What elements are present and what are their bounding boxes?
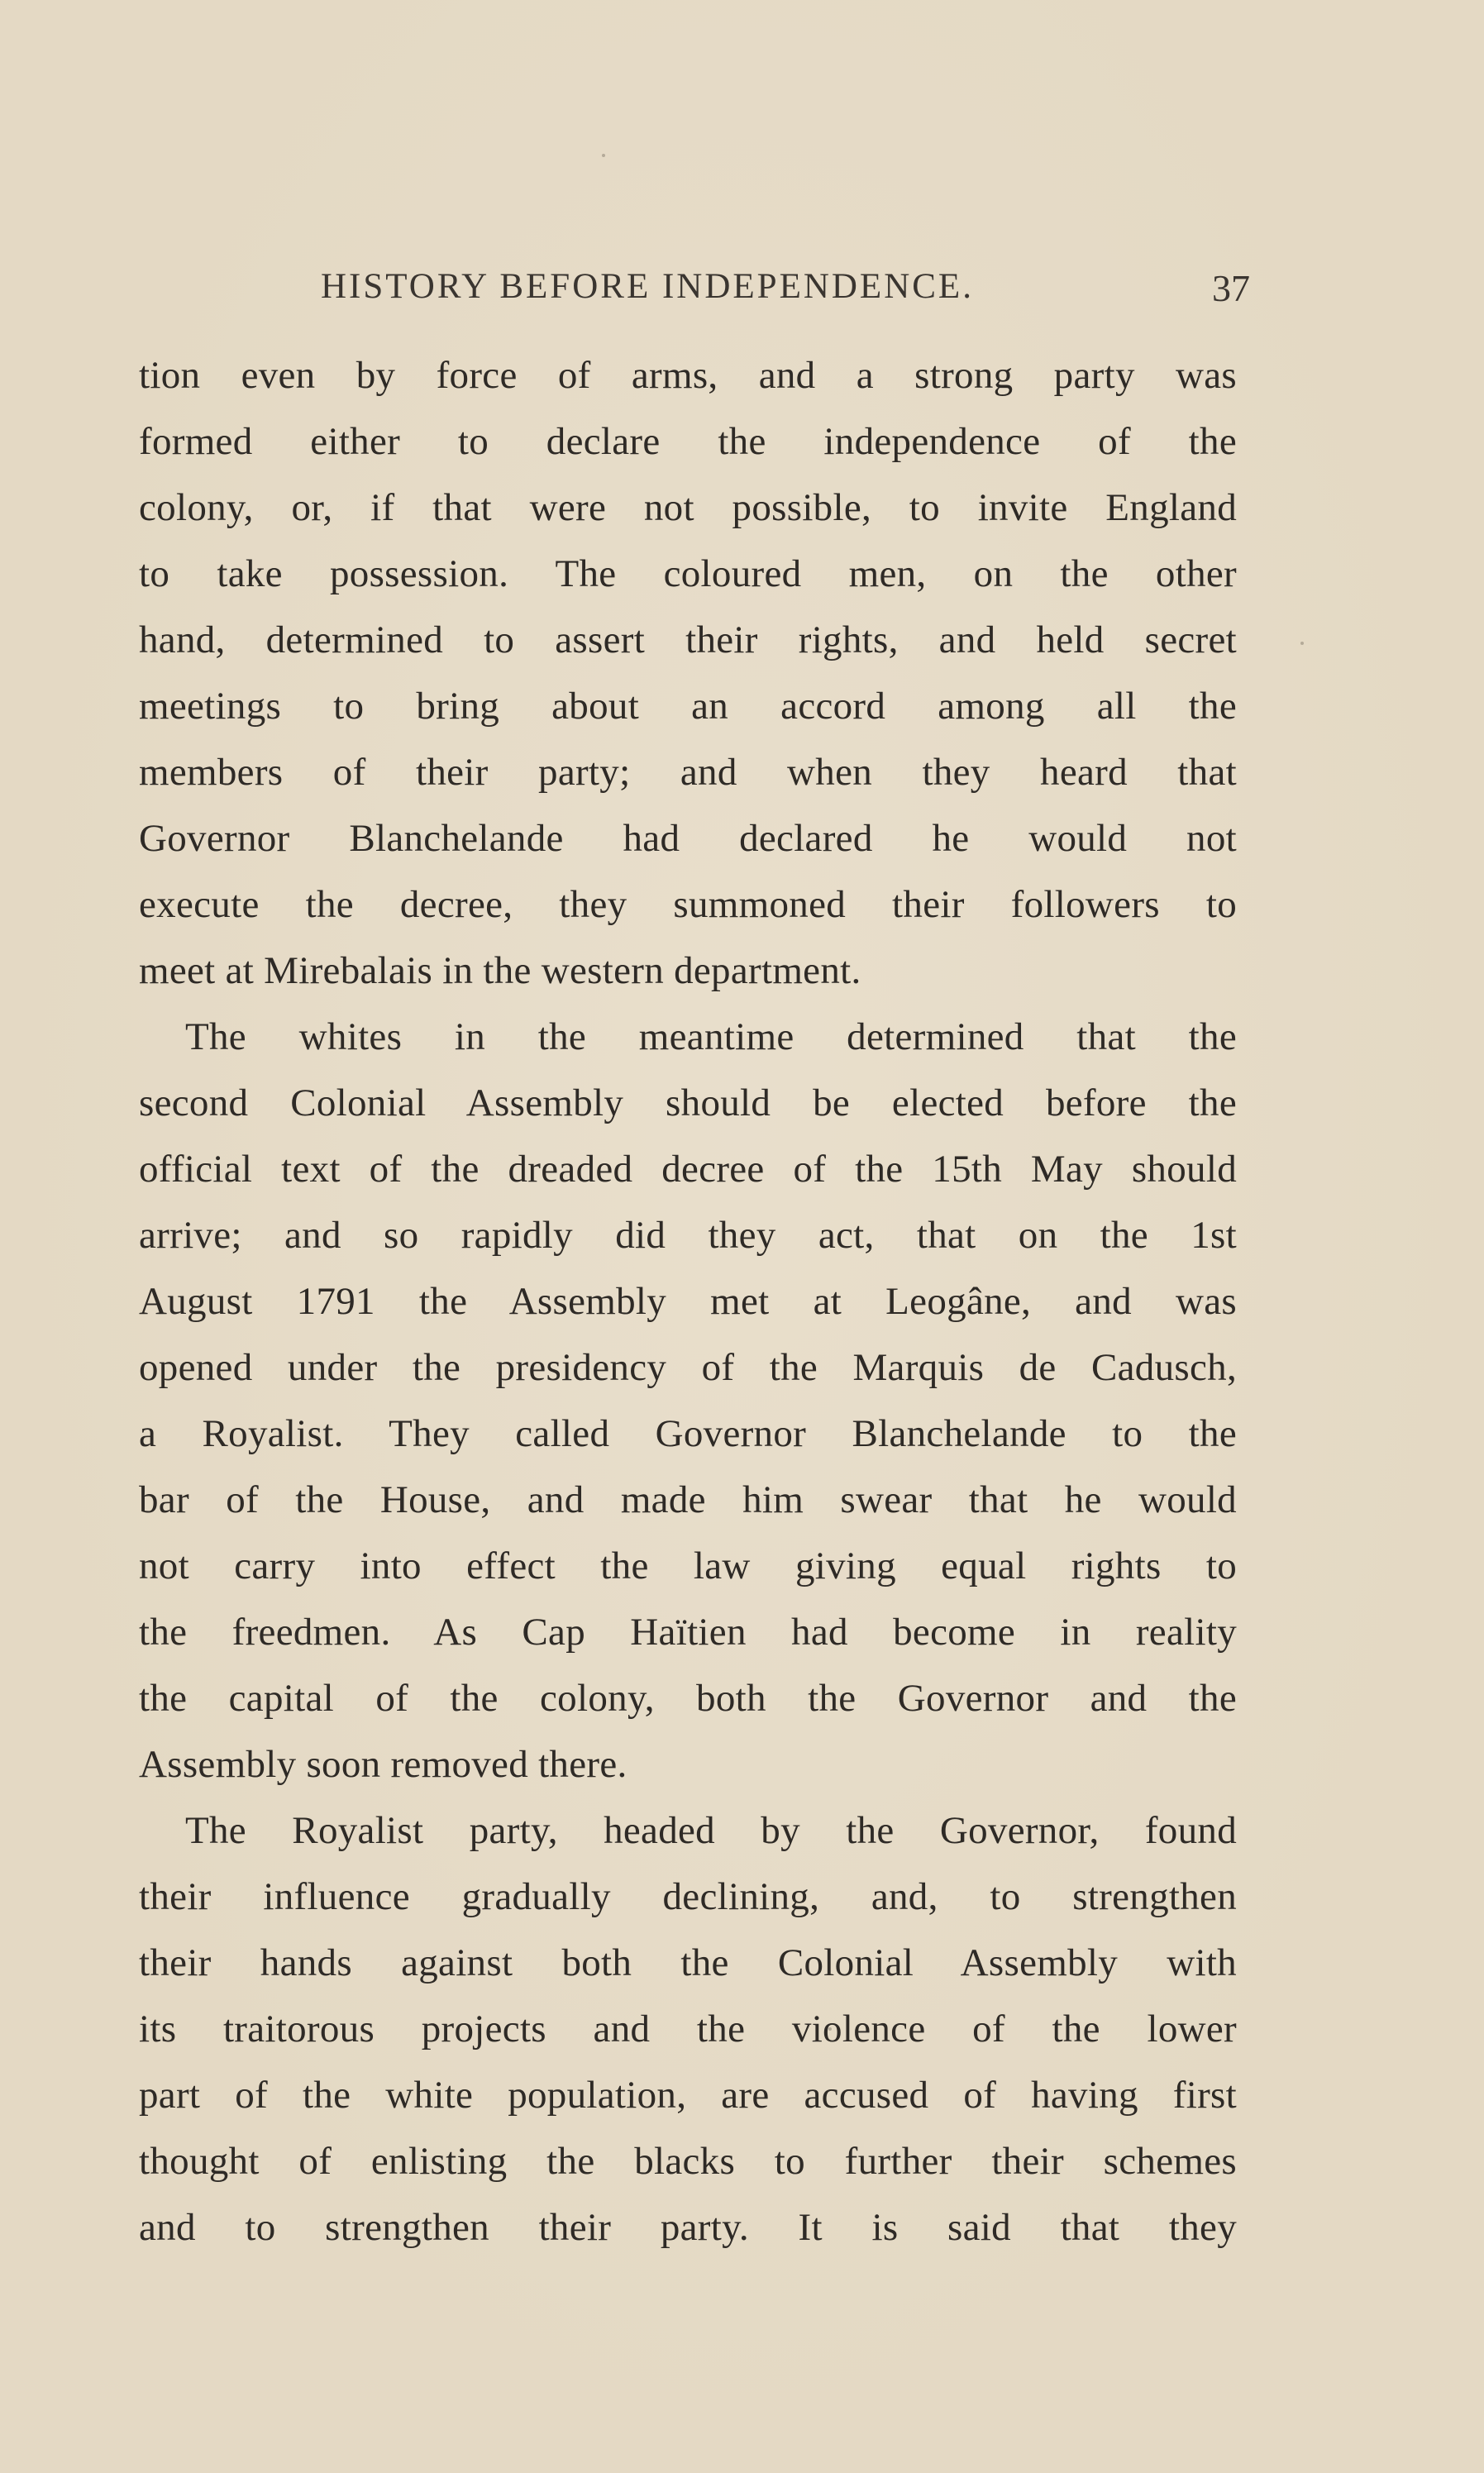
paper-speck: [1300, 642, 1304, 645]
text-line: and to strengthen their party. It is said that they: [139, 2206, 1237, 2249]
text-line: to take possession. The coloured men, on the other: [139, 552, 1237, 595]
text-line: execute the decree, they summoned their followers to: [139, 883, 1237, 926]
text-line: tion even by force of arms, and a strong party was: [139, 354, 1237, 397]
text-line: August 1791 the Assembly met at Leogâne, and was: [139, 1280, 1237, 1323]
page-number: 37: [1212, 267, 1250, 309]
text-line: arrive; and so rapidly did they act, that on the 1st: [139, 1214, 1237, 1257]
text-line: members of their party; and when they heard that: [139, 751, 1237, 794]
text-line: Assembly soon removed there.: [139, 1743, 627, 1786]
paragraph-start-line: The Royalist party, headed by the Governor, found: [185, 1809, 1237, 1852]
text-line: colony, or, if that were not possible, to invite England: [139, 486, 1237, 529]
text-line: meet at Mirebalais in the western department.: [139, 949, 861, 992]
text-line: second Colonial Assembly should be elected before the: [139, 1081, 1237, 1124]
text-line: formed either to declare the independence of the: [139, 420, 1237, 463]
text-line: official text of the dreaded decree of the 15th May should: [139, 1148, 1237, 1191]
text-line: hand, determined to assert their rights, and held secret: [139, 618, 1237, 661]
text-line: meetings to bring about an accord among all the: [139, 685, 1237, 728]
body-text: [139, 342, 1237, 2261]
text-line: opened under the presidency of the Marquis de Cadusch,: [139, 1346, 1237, 1389]
text-line: the capital of the colony, both the Governor and the: [139, 1677, 1237, 1720]
text-line: a Royalist. They called Governor Blanchelande to the: [139, 1412, 1237, 1455]
text-line: their influence gradually declining, and, to strengthen: [139, 1875, 1237, 1918]
page-header: [139, 266, 1250, 316]
text-line: the freedmen. As Cap Haïtien had become in reality: [139, 1611, 1237, 1654]
text-line: not carry into effect the law giving equal rights to: [139, 1544, 1237, 1587]
text-line: part of the white population, are accused of having first: [139, 2074, 1237, 2117]
text-line: Governor Blanchelande had declared he would not: [139, 817, 1237, 860]
text-line: bar of the House, and made him swear that he would: [139, 1478, 1237, 1521]
text-line: their hands against both the Colonial Assembly with: [139, 1941, 1237, 1984]
paragraph-start-line: The whites in the meantime determined that the: [185, 1015, 1237, 1058]
paper-speck: [602, 154, 605, 157]
text-line: thought of enlisting the blacks to further their schemes: [139, 2140, 1237, 2183]
text-line: its traitorous projects and the violence of the lower: [139, 2008, 1237, 2050]
running-head: HISTORY BEFORE INDEPENDENCE.: [321, 267, 974, 306]
